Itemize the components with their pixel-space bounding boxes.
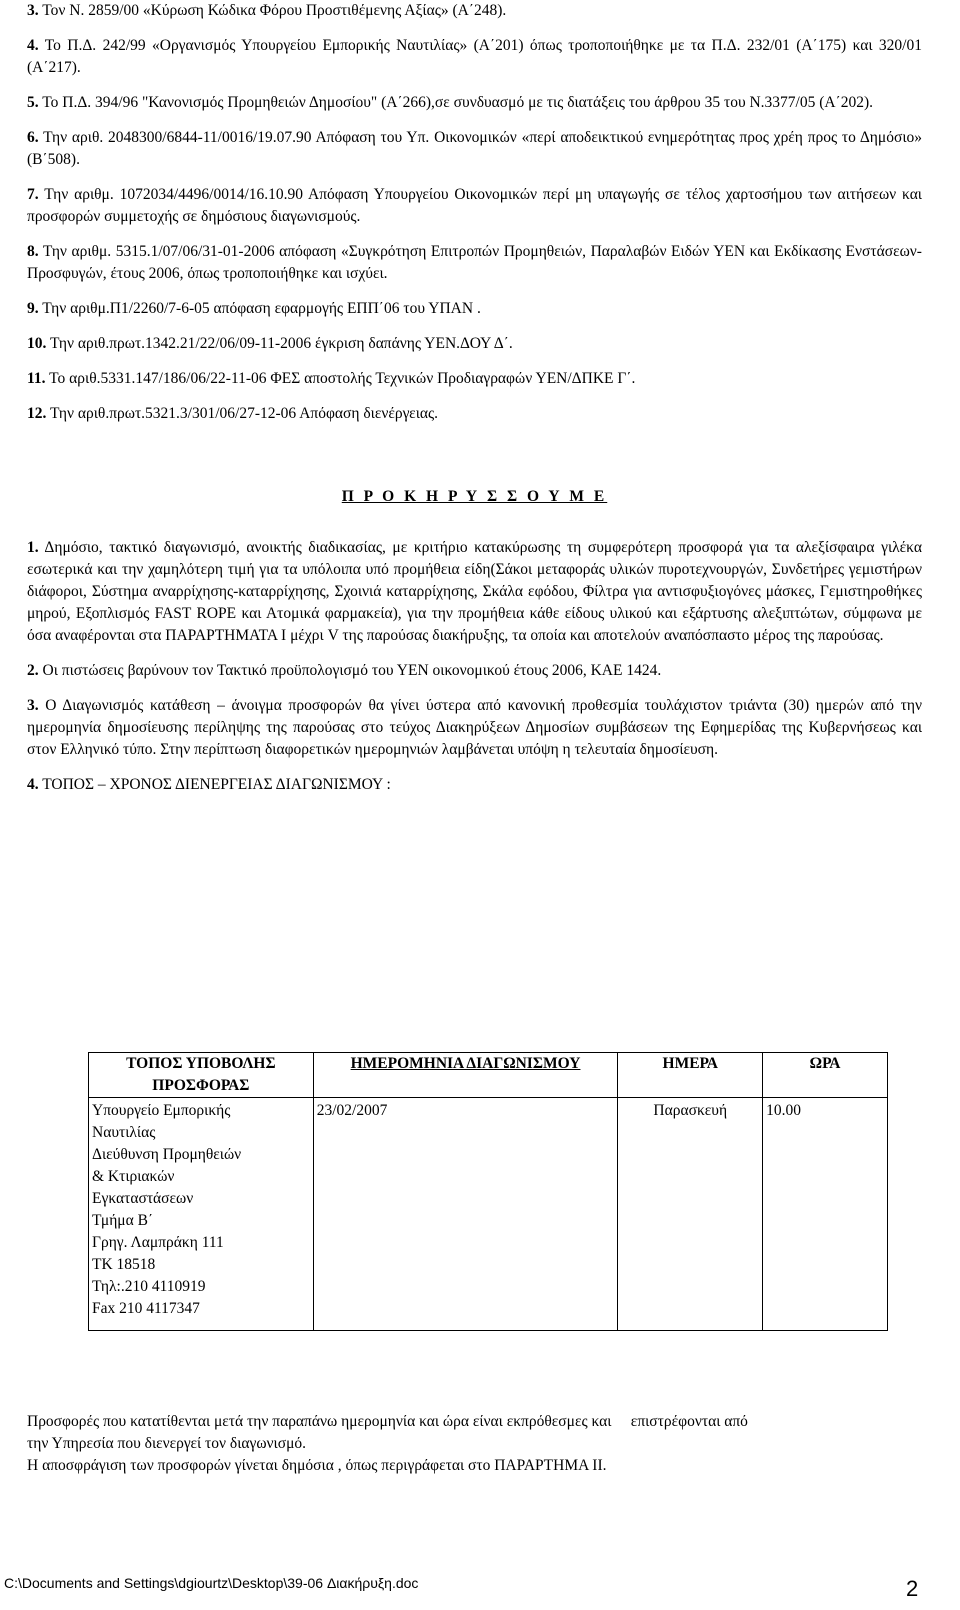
list-item: 7. Την αριθμ. 1072034/4496/0014/16.10.90 Απόφαση Υπουργείου Οικονομικών περί μη υπαγωγής σε τέλος χαρτοσήμου των αιτήσεων και προσφορών συμμετοχής σε δημόσιους διαγωνισμούς. <box>27 186 922 225</box>
list-item: 4. Το Π.Δ. 242/99 «Οργανισμός Υπουργείου Εμπορικής Ναυτιλίας» (Α΄201) όπως τροποποιήθηκε με τα Π.Δ. 232/01 (Α΄175) και 320/01 (Α΄217). <box>27 37 922 76</box>
document-body <box>27 0 922 796</box>
header-time: ΩΡΑ <box>763 1053 888 1098</box>
paragraph: 1. Δημόσιο, τακτικό διαγωνισμό, ανοικτής διαδικασίας, με κριτήριο κατακύρωσης τη συμφερότερη προσφορά για τα αλεξίσφαιρα γιλέκα εσωτερικά και την χαμηλότερη τιμή για τα υπόλοιπα υπό προμήθεια είδη(Σάκοι μεταφοράς υλικών πυροτεχνουργών, Συνδετήρες γεμιστήρων διάφοροι, Σύστημα αναρρίχησης-καταρρίχησης, Σχοινιά καταρρίχησης, Σκάλα εφόδου, Φίλτρα για αντισφυξιογόνες μάσκες, Γεμιστηροθήκες μηρού, Εξοπλισμός FAST ROPE και Ατομικά φαρμακεία), για την προμήθεια κάθε είδους υλικού και εξάρτυσης αλεξιπτώτων, σύμφωνα με όσα αναφέρονται στα ΠΑΡΑΡΤΗΜΑΤΑ Ι μέχρι V της παρούσας διακήρυξης, τα οποία και αποτελούν αναπόσπαστο μέρος της παρούσας. <box>27 539 922 644</box>
page-number: 2 <box>906 1576 919 1601</box>
list-item: 10. Την αριθ.πρωτ.1342.21/22/06/09-11-2006 έγκριση δαπάνης ΥΕΝ.ΔΟΥ Δ΄. <box>27 335 513 352</box>
cell-date: 23/02/2007 <box>313 1098 618 1331</box>
header-place: ΤΟΠΟΣ ΥΠΟΒΟΛΗΣ ΠΡΟΣΦΟΡΑΣ <box>89 1053 314 1098</box>
list-item: 9. Την αριθμ.Π1/2260/7-6-05 απόφαση εφαρμογής ΕΠΠ΄06 του ΥΠΑΝ . <box>27 300 481 317</box>
paragraph: 3. Ο Διαγωνισμός κατάθεση – άνοιγμα προσφορών θα γίνει ύστερα από κανονική προθεσμία τουλάχιστον τριάντα (30) ημερών από την ημερομηνία δημοσίευσης περίληψης της παρούσας στο τεύχος Διακηρύξεων Δημοσίων συμβάσεων της Εφημερίδας της Κυβερνήσεως και στον Ελληνικό τύπο. Στην περίπτωση διαφορετικών ημερομηνιών λαμβάνεται υπόψη η τελευταία δημοσίευση. <box>27 697 922 758</box>
schedule-table <box>88 1052 888 1331</box>
header-day: ΗΜΕΡΑ <box>618 1053 763 1098</box>
paragraph: 4. ΤΟΠΟΣ – ΧΡΟΝΟΣ ΔΙΕΝΕΡΓΕΙΑΣ ΔΙΑΓΩΝΙΣΜΟΥ : <box>27 776 391 793</box>
table-row <box>89 1098 888 1331</box>
file-path: C:\Documents and Settings\dgiourtz\Desktop\39-06 Διακήρυξη.doc <box>4 1575 419 1591</box>
cell-day: Παρασκευή <box>618 1098 763 1331</box>
list-item: 6. Την αριθ. 2048300/6844-11/0016/19.07.90 Απόφαση του Υπ. Οικονομικών «περί αποδεικτικού ενημερότητας προς χρέη προς το Δημόσιο» (Β΄508). <box>27 129 922 168</box>
cell-time: 10.00 <box>763 1098 888 1331</box>
section-heading: Π Ρ Ο Κ Η Ρ Υ Σ Σ Ο Υ Μ Ε <box>341 488 608 505</box>
paragraph: 2. Οι πιστώσεις βαρύνουν τον Τακτικό προϋπολογισμό του ΥΕΝ οικονομικού έτους 2006, ΚΑΕ 1424. <box>27 662 662 679</box>
list-item: 12. Την αριθ.πρωτ.5321.3/301/06/27-12-06 Απόφαση διενέργειας. <box>27 405 438 422</box>
list-item: 3. Τον Ν. 2859/00 «Κύρωση Κώδικα Φόρου Προστιθέμενης Αξίας» (Α΄248). <box>27 2 507 19</box>
cell-place: Υπουργείο Εμπορικής Ναυτιλίας Διεύθυνση Προμηθειών & Κτιριακών Εγκαταστάσεων Τμήμα Β΄ Γρηγ. Λαμπράκη 111 ΤΚ 18518 Τηλ:.210 4110919 Fax 210 4117347 <box>89 1098 314 1331</box>
note-block: Προσφορές που κατατίθενται μετά την παραπάνω ημερομηνία και ώρα είναι εκπρόθεσμες και επιστρέφονται από την Υπηρεσία που διενεργεί τον διαγωνισμό. Η αποσφράγιση των προσφορών γίνεται δημόσια , όπως περιγράφεται στο ΠΑΡΑΡΤΗΜΑ ΙΙ. <box>27 1413 748 1474</box>
list-item: 5. Το Π.Δ. 394/96 "Κανονισμός Προμηθειών Δημοσίου" (Α΄266),σε συνδυασμό με τις διατάξεις του άρθρου 35 του N.3377/05 (Α΄202). <box>27 94 874 111</box>
list-item: 8. Την αριθμ. 5315.1/07/06/31-01-2006 απόφαση «Συγκρότηση Επιτροπών Προμηθειών, Παραλαβών Ειδών ΥΕΝ και Εκδίκασης Ενστάσεων- Προσφυγών, έτους 2006, όπως τροποποιήθηκε και ισχύει. <box>27 243 922 282</box>
table-header-row <box>89 1053 888 1098</box>
header-date: ΗΜΕΡΟΜΗΝΙΑ ΔΙΑΓΩΝΙΣΜΟΥ <box>313 1053 618 1098</box>
list-item: 11. Το αριθ.5331.147/186/06/22-11-06 ΦΕΣ αποστολής Τεχνικών Προδιαγραφών ΥΕΝ/ΔΠΚΕ Γ΄. <box>27 370 636 387</box>
